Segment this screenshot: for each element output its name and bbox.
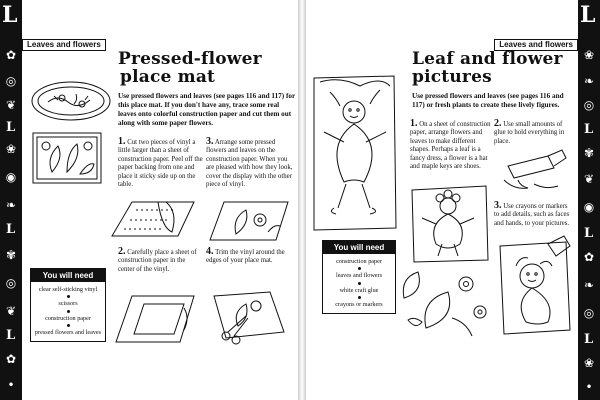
framed-leaf-mat-illustration [32, 132, 102, 184]
dot-ornament-icon: • [585, 380, 593, 394]
left-edge-strip [0, 0, 22, 400]
right-intro-text: Use pressed flowers and leaves (see pages 116 and 117) or fresh plants to create these lively figures. [412, 92, 564, 109]
bullet-dot-icon [358, 282, 361, 285]
supplies-list [323, 254, 395, 313]
swirl-ornament-icon: ◎ [5, 276, 17, 290]
bullet-dot-icon [358, 296, 361, 299]
swirl-ornament-icon: ◎ [583, 306, 595, 320]
bullet-dot-icon [358, 267, 361, 270]
flower-figure-picture-illustration [410, 184, 490, 264]
flower-ornament-icon: ✿ [5, 48, 17, 62]
page-gutter [298, 0, 306, 400]
right-header-tab: Leaves and flowers [494, 39, 578, 51]
leaf-ornament-icon: ❦ [583, 172, 595, 186]
right-edge-strip [578, 0, 600, 400]
swirl-ornament-icon: ◎ [5, 74, 17, 88]
left-intro-text: Use pressed flowers and leaves (see pages 116 and 117) for this place mat. If you don't have any, trace some real leaves onto colorful construction paper and cut them out along with some paper flowers. [118, 92, 296, 127]
list-item: scissors [58, 300, 78, 308]
left-step-3: 3. Arrange some pressed flowers and leaves on the construction paper. When you are pleased with how they look, cover the display with the other piece of vinyl. [206, 136, 293, 189]
left-you-will-need-box [30, 268, 106, 342]
right-you-will-need-box [322, 240, 396, 314]
edge-letter-small: L [6, 328, 16, 343]
arranging-flowers-illustration [206, 198, 292, 244]
right-step-3: 3. Use crayons or markers to add details, such as faces and hands, to your pictures. [494, 200, 570, 227]
leaf-ornament-icon: ❦ [5, 304, 17, 318]
leaf-ornament-icon: ❧ [583, 74, 595, 88]
trimming-scissors-illustration [204, 286, 294, 344]
list-item: construction paper [45, 314, 91, 322]
leaf-figure-picture-illustration [310, 72, 400, 232]
list-item: pressed flowers and leaves [34, 329, 102, 337]
list-item: construction paper [336, 258, 382, 265]
flower-ornament-icon: ✿ [5, 352, 17, 366]
left-step-4: 4. Trim the vinyl around the edges of your place mat. [206, 246, 285, 265]
glue-bottle-illustration [494, 146, 574, 196]
flower-ornament-icon: ❀ [583, 356, 595, 370]
left-step-2: 2. Carefully place a sheet of construction paper in the center of the vinyl. [118, 246, 197, 273]
flower-ornament-icon: ✾ [583, 146, 595, 160]
edge-letter-small: L [584, 122, 594, 137]
edge-letter-small: L [584, 332, 594, 347]
flower-ornament-icon: ✾ [5, 248, 17, 262]
flower-ornament-icon: ❀ [583, 48, 595, 62]
dot-ornament-icon: • [7, 378, 15, 392]
vinyl-peel-illustration [106, 196, 198, 240]
loose-leaves-and-flowers-illustration [396, 268, 492, 340]
supplies-list [31, 282, 105, 341]
oval-place-mat-illustration [30, 80, 112, 122]
left-step-1: 1. Cut two pieces of vinyl a little larger than a sheet of construction paper. Peel off the paper backing from one and place it sticky side up on the table. [118, 136, 203, 189]
crayon-drawing-illustration [496, 236, 572, 336]
you-will-need-title: You will need [31, 269, 105, 282]
edge-letter-small: L [584, 226, 594, 241]
list-item: clear self-sticking vinyl [38, 286, 98, 293]
list-item: leaves and flowers [335, 272, 383, 280]
edge-letter-small: L [6, 222, 16, 237]
leaf-ornament-icon: ❧ [583, 278, 595, 292]
list-item: white craft glue [339, 286, 379, 294]
bullet-dot-icon [67, 324, 70, 327]
left-header-tab: Leaves and flowers [22, 39, 106, 51]
bullet-dot-icon [67, 295, 70, 298]
swirl-ornament-icon: ◉ [583, 200, 595, 214]
flower-ornament-icon: ❀ [5, 142, 17, 156]
bullet-dot-icon [67, 310, 70, 313]
swirl-ornament-icon: ◉ [5, 170, 17, 184]
flower-ornament-icon: ✿ [583, 250, 595, 264]
right-step-1: 1. On a sheet of construction paper, arrange flowers and leaves to make different shapes. Perhaps a leaf is a fancy dress, a flower is a hat and maple keys are shoes. [410, 118, 491, 171]
edge-letter: L [580, 2, 596, 28]
you-will-need-title: You will need [323, 241, 395, 254]
left-page-title: Pressed-flower place mat [118, 49, 262, 87]
right-step-2: 2. Use small amounts of glue to hold everything in place. [494, 118, 565, 145]
swirl-ornament-icon: ◎ [583, 98, 595, 112]
leaf-ornament-icon: ❧ [5, 198, 17, 212]
list-item: crayons or markers [335, 301, 383, 309]
edge-letter-small: L [6, 120, 16, 135]
right-page-title: Leaf and flower pictures [412, 49, 563, 87]
edge-letter: L [2, 2, 18, 28]
paper-on-vinyl-illustration [112, 290, 198, 346]
leaf-ornament-icon: ❦ [5, 98, 17, 112]
